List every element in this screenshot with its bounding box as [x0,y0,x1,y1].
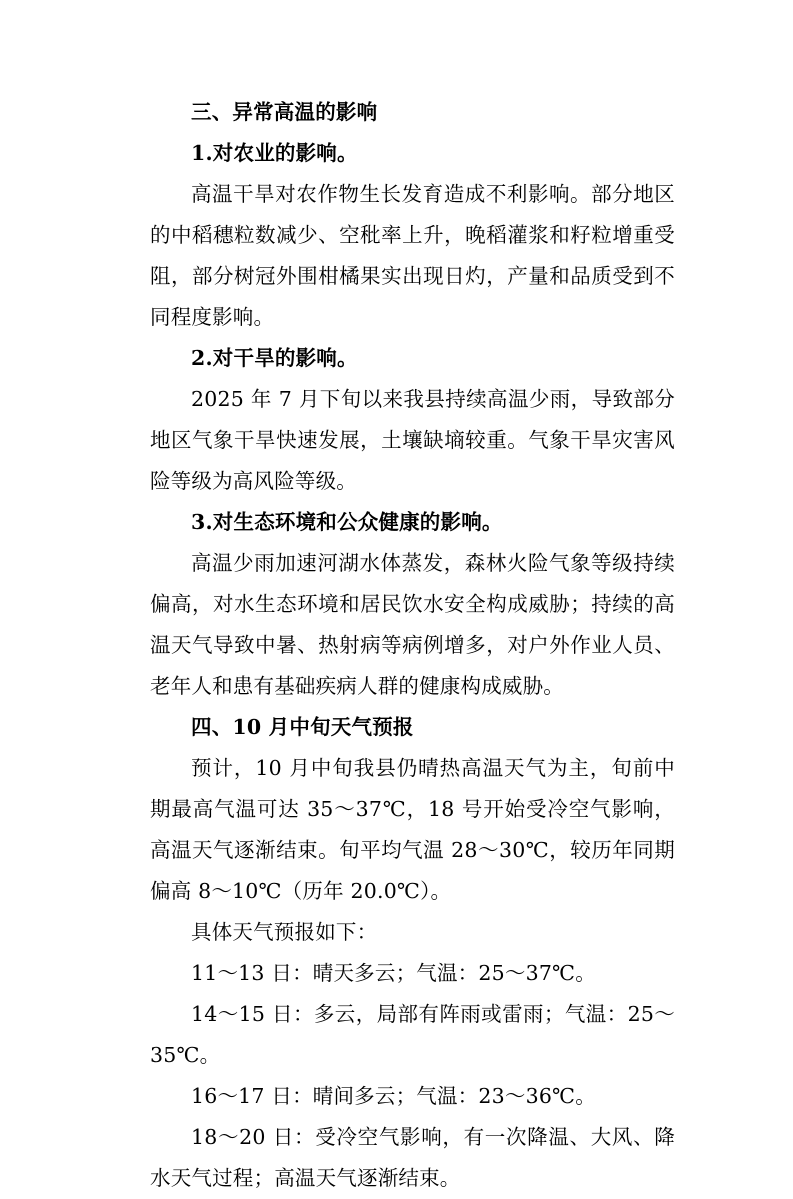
paragraph-drought: 2025 年 7 月下旬以来我县持续高温少雨，导致部分地区气象干旱快速发展，土壤缺墒较重。气象干旱灾害风险等级为高风险等级。 [150,387,675,493]
paragraph-ecology-health: 高温少雨加速河湖水体蒸发，森林火险气象等级持续偏高，对水生态环境和居民饮水安全构成威胁；持续的高温天气导致中暑、热射病等病例增多，对户外作业人员、老年人和患有基础疾病人群的健康构成威胁。 [150,551,675,698]
forecast-line-16-17: 16～17 日：晴间多云；气温：23～36℃。 [191,1084,596,1108]
paragraph-forecast-overview: 预计，10 月中旬我县仍晴热高温天气为主，旬前中期最高气温可达 35～37℃，18 号开始受冷空气影响，高温天气逐渐结束。旬平均气温 28～30℃，较历年同期偏高 8～10℃（历年 20.0℃）。 [150,756,675,903]
section-heading-four: 四、10 月中旬天气预报 [191,715,414,739]
paragraph-forecast-intro: 具体天气预报如下： [191,920,378,944]
forecast-line-14-15: 14～15 日：多云，局部有阵雨或雷雨；气温：25～35℃。 [150,1002,675,1067]
document-body [150,92,675,1199]
paragraph-agriculture: 高温干旱对农作物生长发育造成不利影响。部分地区的中稻穗粒数减少、空秕率上升，晚稻灌浆和籽粒增重受阻，部分树冠外围柑橘果实出现日灼，产量和品质受到不同程度影响。 [150,182,675,329]
forecast-line-11-13: 11～13 日：晴天多云；气温：25～37℃。 [191,961,596,985]
subheading-ecology-health: 3.对生态环境和公众健康的影响。 [191,510,503,534]
subheading-agriculture: 1.对农业的影响。 [191,141,358,165]
section-heading-three: 三、异常高温的影响 [191,100,378,124]
forecast-line-18-20: 18～20 日：受冷空气影响，有一次降温、大风、降水天气过程；高温天气逐渐结束。 [150,1125,675,1190]
subheading-drought: 2.对干旱的影响。 [191,346,358,370]
